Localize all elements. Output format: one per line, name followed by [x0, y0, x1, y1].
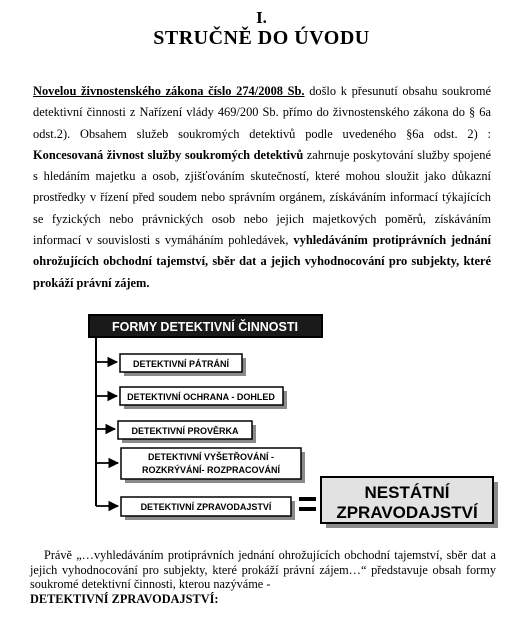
result-label-line1: NESTÁTNÍ — [364, 483, 450, 502]
result-box — [321, 477, 498, 528]
form-item-vysetrovani — [121, 448, 305, 483]
form-item-patrani — [120, 354, 246, 376]
equals-sign — [299, 497, 316, 511]
chapter-number: I. — [256, 8, 267, 27]
form-item-proverka — [118, 421, 256, 443]
closing-bold: DETEKTIVNÍ ZPRAVODAJSTVÍ: — [30, 591, 219, 606]
form-item-label-line1: DETEKTIVNÍ VYŠETŘOVÁNÍ - — [147, 452, 275, 462]
closing-paragraph — [30, 548, 496, 606]
closing-text: Právě „…vyhledáváním protiprávních jednání ohrožujících obchodní tajemství, sběr dat a jejich vyhodnocování pro subjekty, které prokáží právní zájem…“ představuje obsah formy soukromé detektivní činnosti, kterou nazýváme - — [30, 548, 496, 591]
diagram-header-label: FORMY DETEKTIVNÍ ČINNOSTI — [112, 320, 298, 334]
result-label-line2: ZPRAVODAJSTVÍ — [336, 503, 478, 522]
intro-bold-1: Koncesovaná živnost služby soukromých detektivů — [33, 147, 304, 162]
intro-text-1: došlo k přesunutí obsahu soukromé detektivní činnosti z Nařízení vlády 469/200 Sb. přímo do živnostenského zákona do § 6a odst.2). Obsahem služeb soukromých detektivů podle uvedeného §6a odst. 2) : — [33, 84, 491, 141]
intro-lead-underlined: Novelou živnostenského zákona číslo 274/2008 Sb. — [33, 84, 305, 98]
form-item-label: DETEKTIVNÍ ZPRAVODAJSTVÍ — [140, 502, 272, 512]
intro-text-2: zahrnuje poskytování služby spojené s hledáním majetku a osob, zjišťováním skutečností, které mohou sloužit jako důkazní prostředky v řízení před soudem nebo správním orgánem, získáváním informací týkajících se fyzických nebo právnických osob nebo jejich majetkových poměrů, získáváním informací v souvislosti s vymáháním pohledávek, — [33, 147, 491, 248]
form-item-label: DETEKTIVNÍ PÁTRÁNÍ — [132, 359, 230, 369]
form-item-label-line2: ROZKRÝVÁNÍ- ROZPRACOVÁNÍ — [141, 465, 281, 475]
chapter-title: STRUČNĚ DO ÚVODU — [153, 27, 370, 49]
form-item-label: DETEKTIVNÍ OCHRANA - DOHLED — [127, 392, 275, 402]
intro-bold-2: vyhledáváním protiprávních jednání ohrožujících obchodní tajemství, sběr dat a jejich vyhodnocování pro subjekty, které prokáží právní zájem. — [33, 233, 491, 290]
form-item-ochrana — [120, 387, 287, 409]
diagram-header — [89, 315, 322, 337]
form-item-label: DETEKTIVNÍ PROVĚRKA — [131, 426, 239, 436]
form-item-zpravodajstvi — [121, 497, 295, 520]
